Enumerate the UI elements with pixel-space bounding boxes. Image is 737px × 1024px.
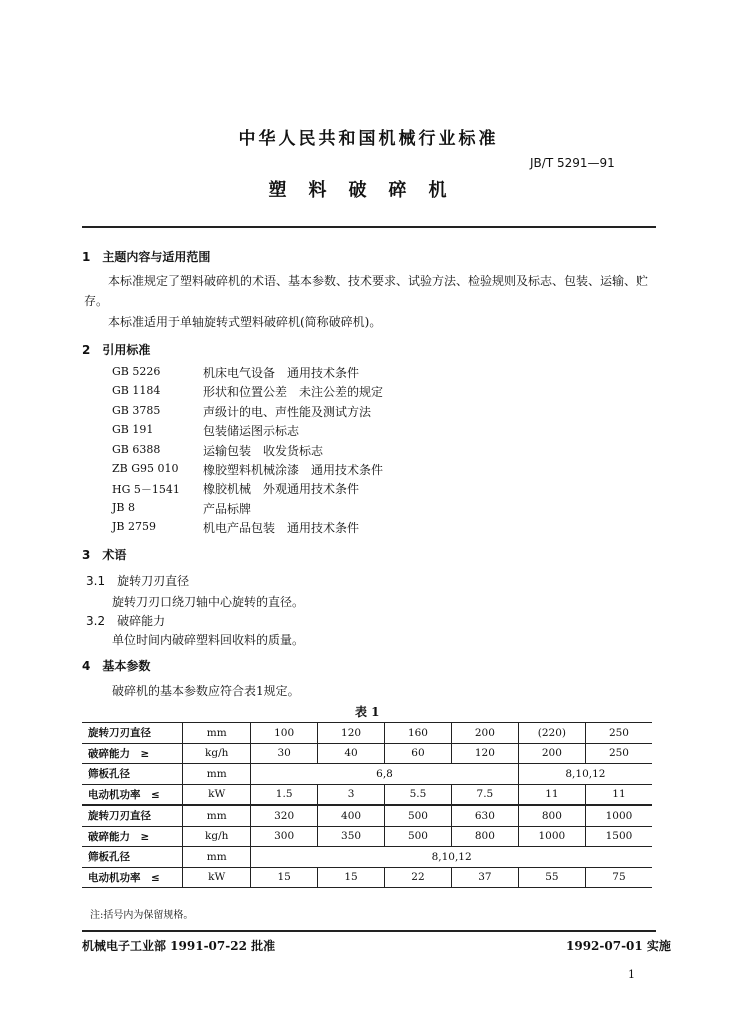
- parameter-value: 11: [518, 784, 585, 805]
- parameter-value: 30: [251, 743, 318, 764]
- parameter-value: 37: [451, 867, 518, 888]
- parameter-value-merged: 8,10,12: [518, 764, 652, 785]
- section-3-2-text: 单位时间内破碎塑料回收料的质量。: [112, 633, 305, 647]
- reference-code: HG 5－1541: [112, 483, 180, 497]
- reference-title: 橡胶塑料机械涂漆 通用技术条件: [203, 463, 384, 477]
- parameter-unit: mm: [183, 847, 251, 868]
- parameter-unit: kg/h: [183, 826, 251, 847]
- implementation-date: 1992-07-01 实施: [566, 939, 671, 953]
- parameter-value: 1000: [518, 826, 585, 847]
- parameter-name: 破碎能力 ≥: [82, 743, 183, 764]
- parameter-name: 电动机功率 ≤: [82, 784, 183, 805]
- table-row: [82, 743, 652, 764]
- parameter-value: 800: [451, 826, 518, 847]
- section-3-heading: 3 术语: [82, 548, 127, 562]
- table-note: 注:括号内为保留规格。: [90, 910, 194, 921]
- basic-parameters-table: [82, 722, 652, 888]
- parameter-value: 60: [385, 743, 452, 764]
- reference-code: GB 6388: [112, 442, 161, 456]
- reference-title: 形状和位置公差 未注公差的规定: [203, 385, 384, 400]
- parameter-unit: mm: [183, 723, 251, 744]
- parameter-value: 400: [318, 805, 385, 826]
- table-row: [82, 784, 652, 805]
- table-row: [82, 723, 652, 744]
- reference-title: 包装储运图示标志: [203, 424, 300, 439]
- section-1-paragraph-1-line-1: 本标准规定了塑料破碎机的术语、基本参数、技术要求、试验方法、检验规则及标志、包装、运输、贮: [108, 274, 649, 288]
- parameter-value: 250: [585, 723, 652, 744]
- parameter-value: 320: [251, 805, 318, 826]
- table-row: [82, 847, 652, 868]
- reference-title: 声级计的电、声性能及测试方法: [203, 404, 372, 419]
- parameter-value: 15: [318, 867, 385, 888]
- parameter-value: 22: [385, 867, 452, 888]
- parameter-value: 75: [585, 867, 652, 888]
- document-title: 塑料破碎机: [268, 180, 469, 201]
- section-3-1-text: 旋转刀刃口绕刀轴中心旋转的直径。: [112, 595, 305, 609]
- parameter-name: 旋转刀刃直径: [82, 723, 183, 744]
- parameter-value: 500: [385, 805, 452, 826]
- reference-code: JB 8: [112, 500, 135, 514]
- reference-code: JB 2759: [112, 520, 156, 534]
- parameter-name: 筛板孔径: [82, 847, 183, 868]
- parameter-value: 55: [518, 867, 585, 888]
- reference-title: 橡胶机械 外观通用技术条件: [203, 482, 360, 497]
- parameter-value: 300: [251, 826, 318, 847]
- parameter-value: 7.5: [451, 784, 518, 805]
- section-4-text: 破碎机的基本参数应符合表1规定。: [112, 684, 300, 698]
- issuing-organization: 中华人民共和国机械行业标准: [238, 129, 499, 149]
- parameter-unit: mm: [183, 764, 251, 785]
- parameter-name: 电动机功率 ≤: [82, 867, 183, 888]
- parameter-value: 3: [318, 784, 385, 805]
- parameter-value: 120: [318, 723, 385, 744]
- parameter-value: 1500: [585, 826, 652, 847]
- parameter-value: 350: [318, 826, 385, 847]
- parameter-value: 15: [251, 867, 318, 888]
- section-1-paragraph-2: 本标准适用于单轴旋转式塑料破碎机(简称破碎机)。: [108, 315, 382, 329]
- page-number: 1: [628, 968, 635, 981]
- section-4-heading: 4 基本参数: [82, 659, 151, 673]
- section-3-2-heading: 3.2 破碎能力: [86, 614, 166, 628]
- table-row: [82, 826, 652, 847]
- parameter-name: 筛板孔径: [82, 764, 183, 785]
- parameter-value: 160: [385, 723, 452, 744]
- reference-code: GB 191: [112, 423, 154, 437]
- parameter-value: (220): [518, 723, 585, 744]
- reference-code: GB 5226: [112, 365, 161, 378]
- reference-title: 机电产品包装 通用技术条件: [203, 521, 360, 536]
- parameter-value: 800: [518, 805, 585, 826]
- parameter-unit: kW: [183, 867, 251, 888]
- parameter-name: 旋转刀刃直径: [82, 805, 183, 826]
- parameter-value: 630: [451, 805, 518, 826]
- table-row: [82, 764, 652, 785]
- reference-title: 运输包装 收发货标志: [203, 443, 324, 458]
- reference-code: GB 3785: [112, 403, 161, 417]
- reference-title: 机床电气设备 通用技术条件: [203, 366, 360, 380]
- parameter-value: 120: [451, 743, 518, 764]
- table-caption: 表 1: [355, 705, 380, 719]
- standard-code: JB/T 5291—91: [530, 156, 615, 170]
- approval-info: 机械电子工业部 1991-07-22 批准: [82, 939, 276, 953]
- parameter-unit: mm: [183, 805, 251, 826]
- parameter-value: 200: [451, 723, 518, 744]
- section-3-1-heading: 3.1 旋转刀刃直径: [86, 574, 190, 588]
- reference-code: ZB G95 010: [112, 462, 179, 475]
- parameter-unit: kW: [183, 784, 251, 805]
- footer-divider: [82, 930, 656, 932]
- table-row: [82, 805, 652, 826]
- section-1-heading: 1 主题内容与适用范围: [82, 250, 211, 264]
- parameter-unit: kg/h: [183, 743, 251, 764]
- reference-title: 产品标牌: [203, 501, 252, 516]
- parameter-value: 250: [585, 743, 652, 764]
- table-row: [82, 867, 652, 888]
- title-divider: [82, 226, 656, 228]
- parameter-value-merged: 8,10,12: [251, 847, 652, 868]
- parameter-value: 100: [251, 723, 318, 744]
- parameter-value: 1.5: [251, 784, 318, 805]
- parameter-name: 破碎能力 ≥: [82, 826, 183, 847]
- parameter-value: 5.5: [385, 784, 452, 805]
- section-2-heading: 2 引用标准: [82, 343, 151, 357]
- parameter-value: 11: [585, 784, 652, 805]
- parameter-value: 1000: [585, 805, 652, 826]
- parameter-value: 200: [518, 743, 585, 764]
- reference-code: GB 1184: [112, 384, 161, 398]
- parameter-value-merged: 6,8: [251, 764, 519, 785]
- parameter-value: 40: [318, 743, 385, 764]
- parameter-value: 500: [385, 826, 452, 847]
- section-1-paragraph-1-line-2: 存。: [84, 294, 109, 308]
